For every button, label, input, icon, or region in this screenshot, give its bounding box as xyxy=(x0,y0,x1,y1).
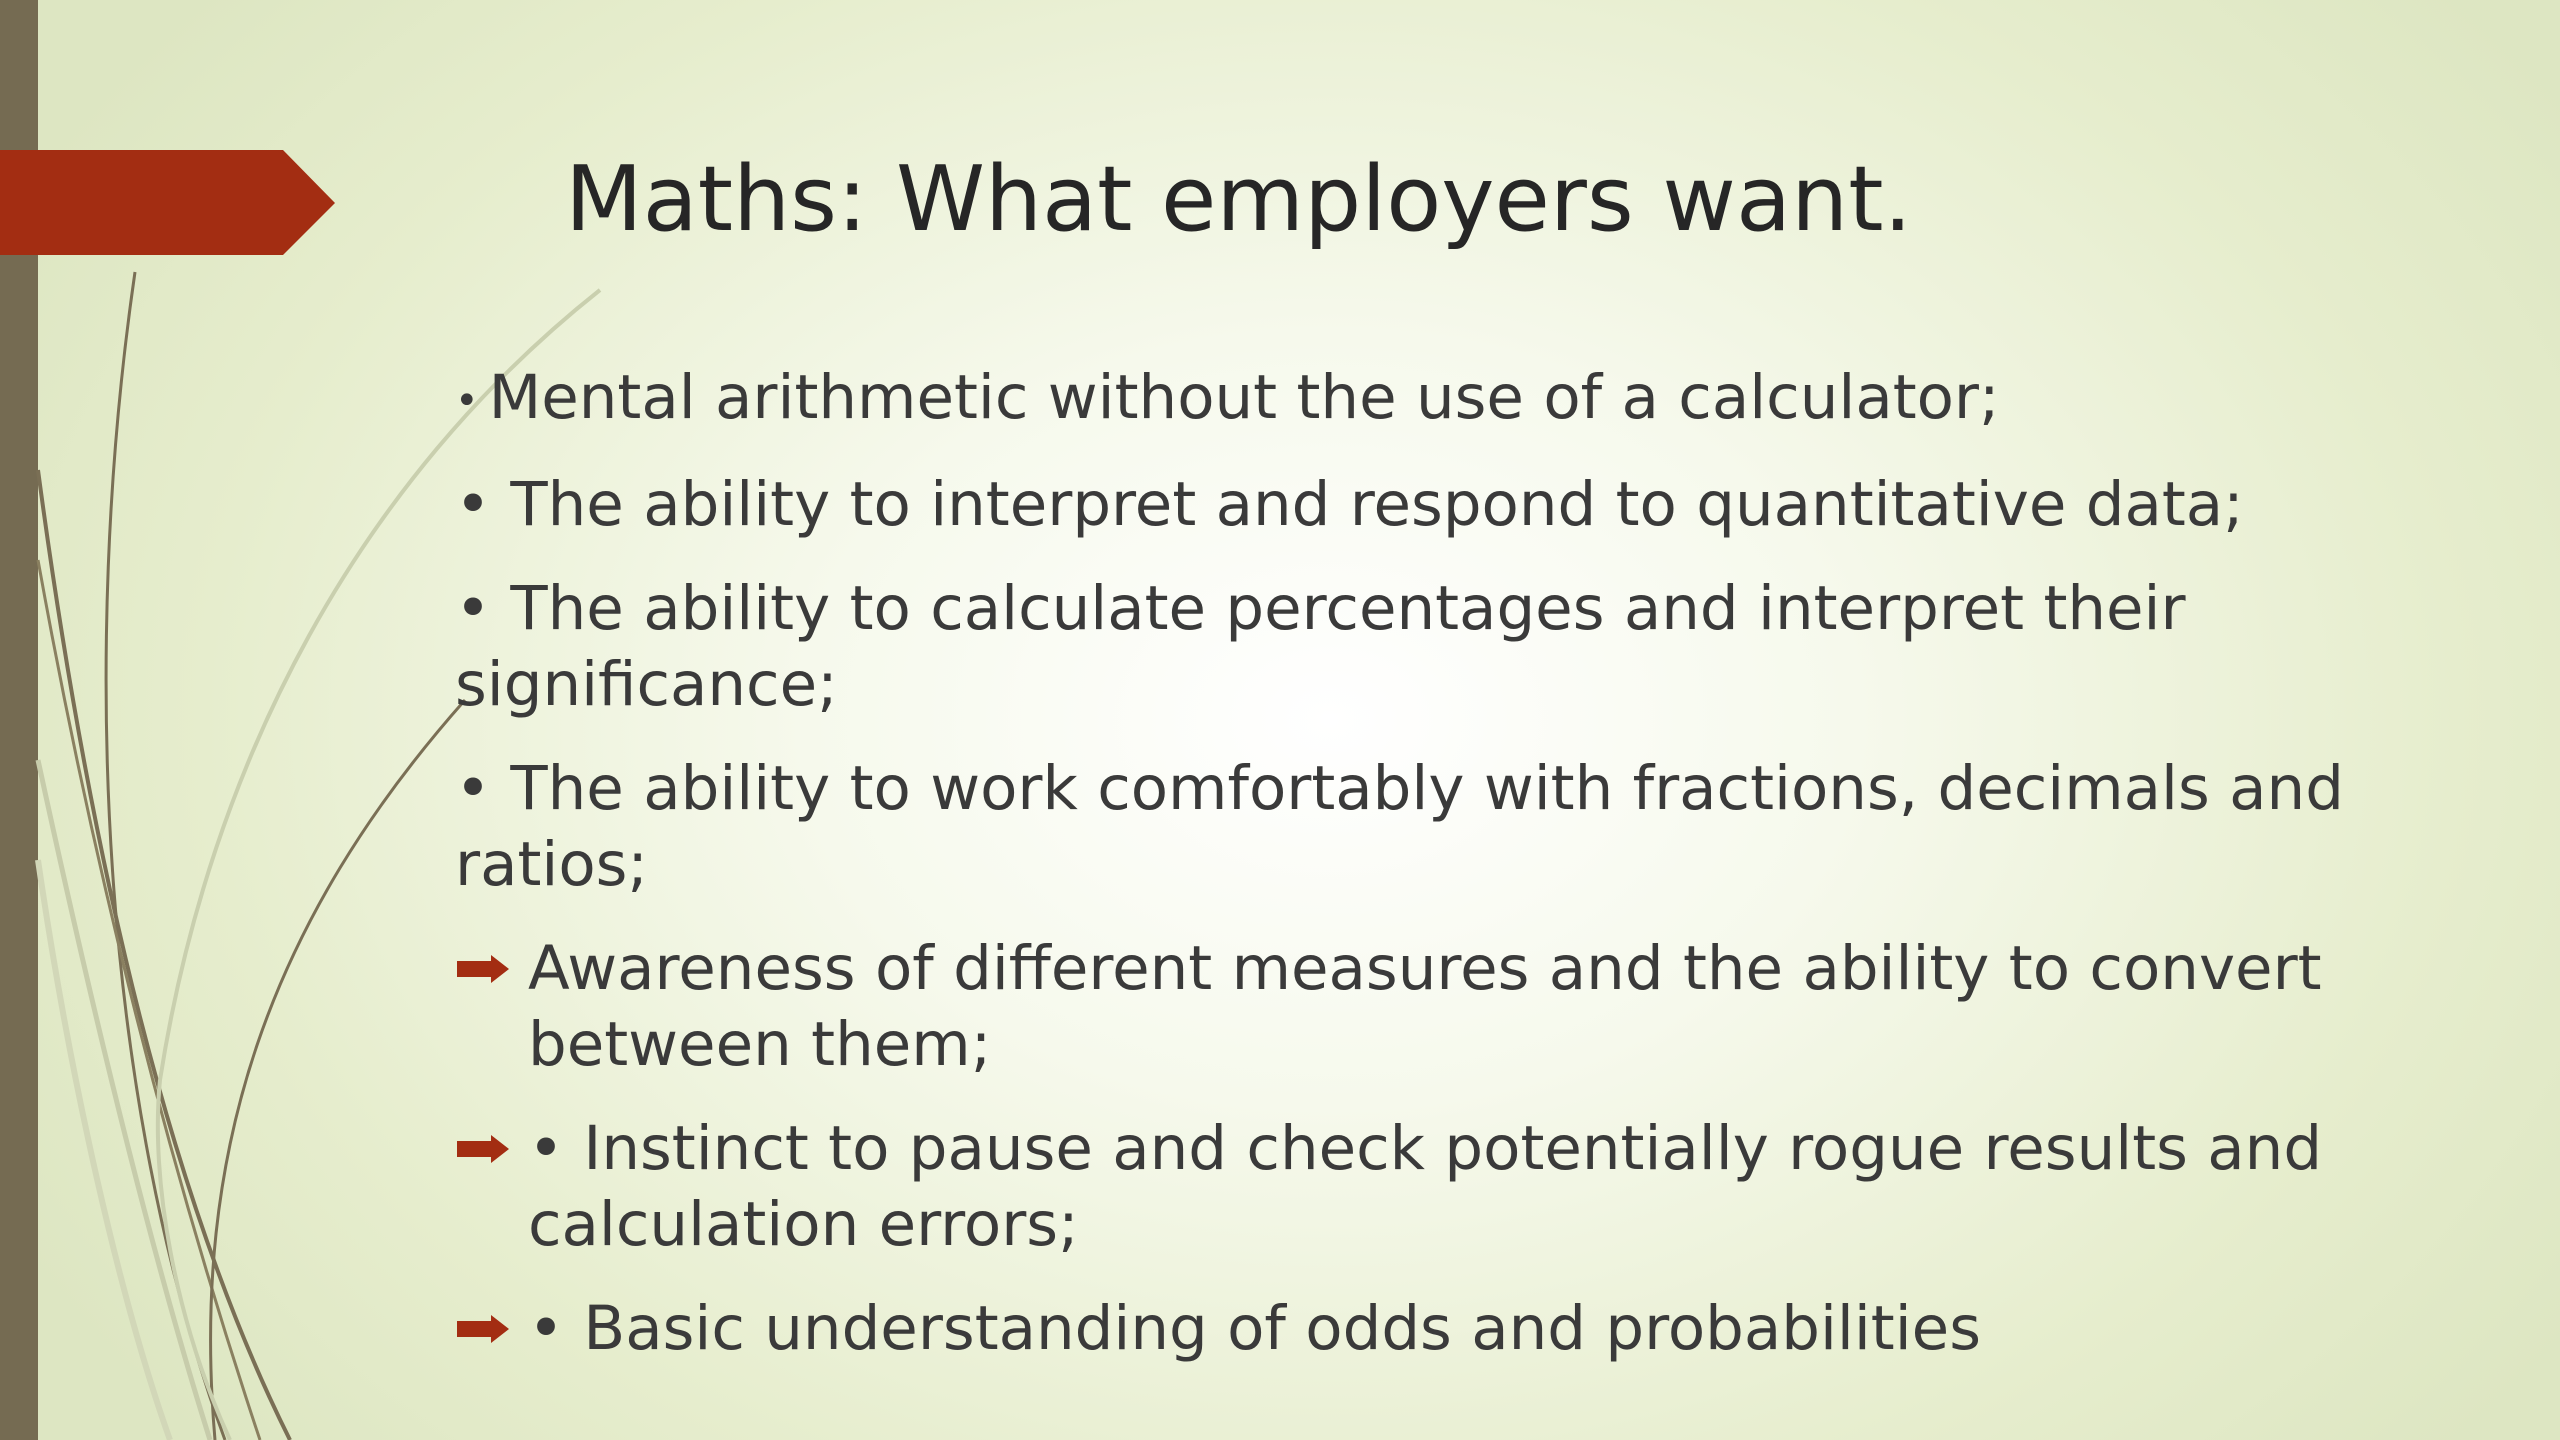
bullet-item-6 xyxy=(455,1111,2355,1263)
bullet-marker: • xyxy=(455,753,491,825)
bullet-text: The ability to interpret and respond to quantitative data; xyxy=(510,469,2244,541)
bullet-text: • Basic understanding of odds and probabilities xyxy=(528,1293,1981,1365)
bullet-item-7 xyxy=(455,1291,2355,1367)
bullet-text: Mental arithmetic without the use of a calculator; xyxy=(488,362,2000,433)
bullet-text: Awareness of different measures and the ability to convert between them; xyxy=(528,933,2322,1081)
bullet-item-4 xyxy=(455,751,2355,903)
bullet-text: • Instinct to pause and check potentially rogue results and calculation errors; xyxy=(528,1113,2323,1261)
arrow-icon xyxy=(457,955,509,983)
arrow-icon xyxy=(457,1315,509,1343)
bullet-marker: • xyxy=(455,469,491,541)
slide-title: Maths: What employers want. xyxy=(565,147,1913,252)
bullet-item-2 xyxy=(455,467,2355,543)
bullet-item-1 xyxy=(455,360,2355,439)
bullet-text: The ability to work comfortably with fractions, decimals and ratios; xyxy=(455,753,2344,901)
bullet-text: The ability to calculate percentages and interpret their significance; xyxy=(455,573,2186,721)
bullet-item-3 xyxy=(455,571,2355,723)
bullet-marker: • xyxy=(455,573,491,645)
arrow-icon xyxy=(457,1135,509,1163)
bullet-list xyxy=(455,360,2355,1395)
title-arrow-shape xyxy=(0,0,340,400)
bullet-item-5 xyxy=(455,931,2355,1083)
bullet-marker: • xyxy=(455,378,479,425)
